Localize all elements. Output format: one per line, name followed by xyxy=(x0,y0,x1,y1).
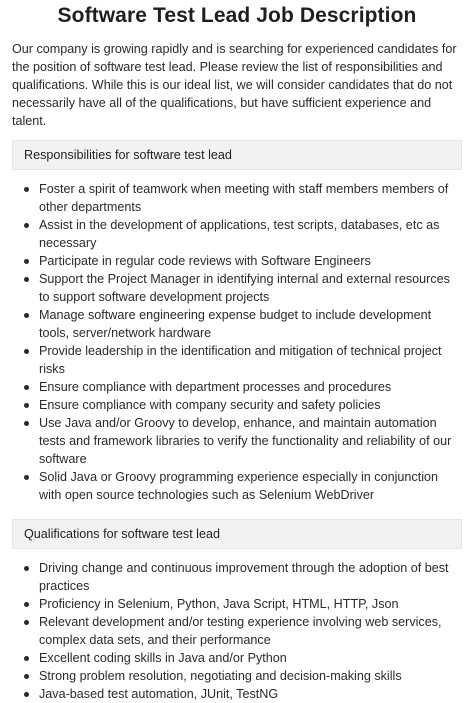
list-item: Relevant development and/or testing experience involving web services, complex data sets, and their performance xyxy=(24,613,462,649)
list-item: Driving change and continuous improvement through the adoption of best practices xyxy=(24,559,462,595)
intro-paragraph: Our company is growing rapidly and is searching for experienced candidates for the position of software test lead. Please review the list of responsibilities and qualifications. While this is our ideal list, we will consider candidates that do not necessarily have all of the qualifications, but have sufficient experience and talent. xyxy=(12,42,457,128)
list-item: Proficiency in Selenium, Python, Java Script, HTML, HTTP, Json xyxy=(24,595,462,613)
list-item: Foster a spirit of teamwork when meeting with staff members members of other departments xyxy=(24,180,462,216)
qualifications-list xyxy=(12,559,462,703)
page-title: Software Test Lead Job Description xyxy=(57,4,417,27)
list-item: Assist in the development of applications, test scripts, databases, etc as necessary xyxy=(24,216,462,252)
list-item: Ensure compliance with company security and safety policies xyxy=(24,396,462,414)
qualifications-heading: Qualifications for software test lead xyxy=(12,519,462,549)
responsibilities-list xyxy=(12,180,462,504)
list-item: Provide leadership in the identification and mitigation of technical project risks xyxy=(24,342,462,378)
list-item: Support the Project Manager in identifying internal and external resources to support software development projects xyxy=(24,270,462,306)
list-item: Excellent coding skills in Java and/or Python xyxy=(24,649,462,667)
list-item: Use Java and/or Groovy to develop, enhance, and maintain automation tests and framework libraries to verify the functionality and reliability of our software xyxy=(24,414,462,468)
list-item: Strong problem resolution, negotiating and decision-making skills xyxy=(24,667,462,685)
list-item: Participate in regular code reviews with Software Engineers xyxy=(24,252,462,270)
responsibilities-heading: Responsibilities for software test lead xyxy=(12,140,462,170)
list-item: Java-based test automation, JUnit, TestNG xyxy=(24,685,462,703)
list-item: Solid Java or Groovy programming experience especially in conjunction with open source technologies such as Selenium WebDriver xyxy=(24,468,462,504)
list-item: Manage software engineering expense budget to include development tools, server/network hardware xyxy=(24,306,462,342)
list-item: Ensure compliance with department processes and procedures xyxy=(24,378,462,396)
